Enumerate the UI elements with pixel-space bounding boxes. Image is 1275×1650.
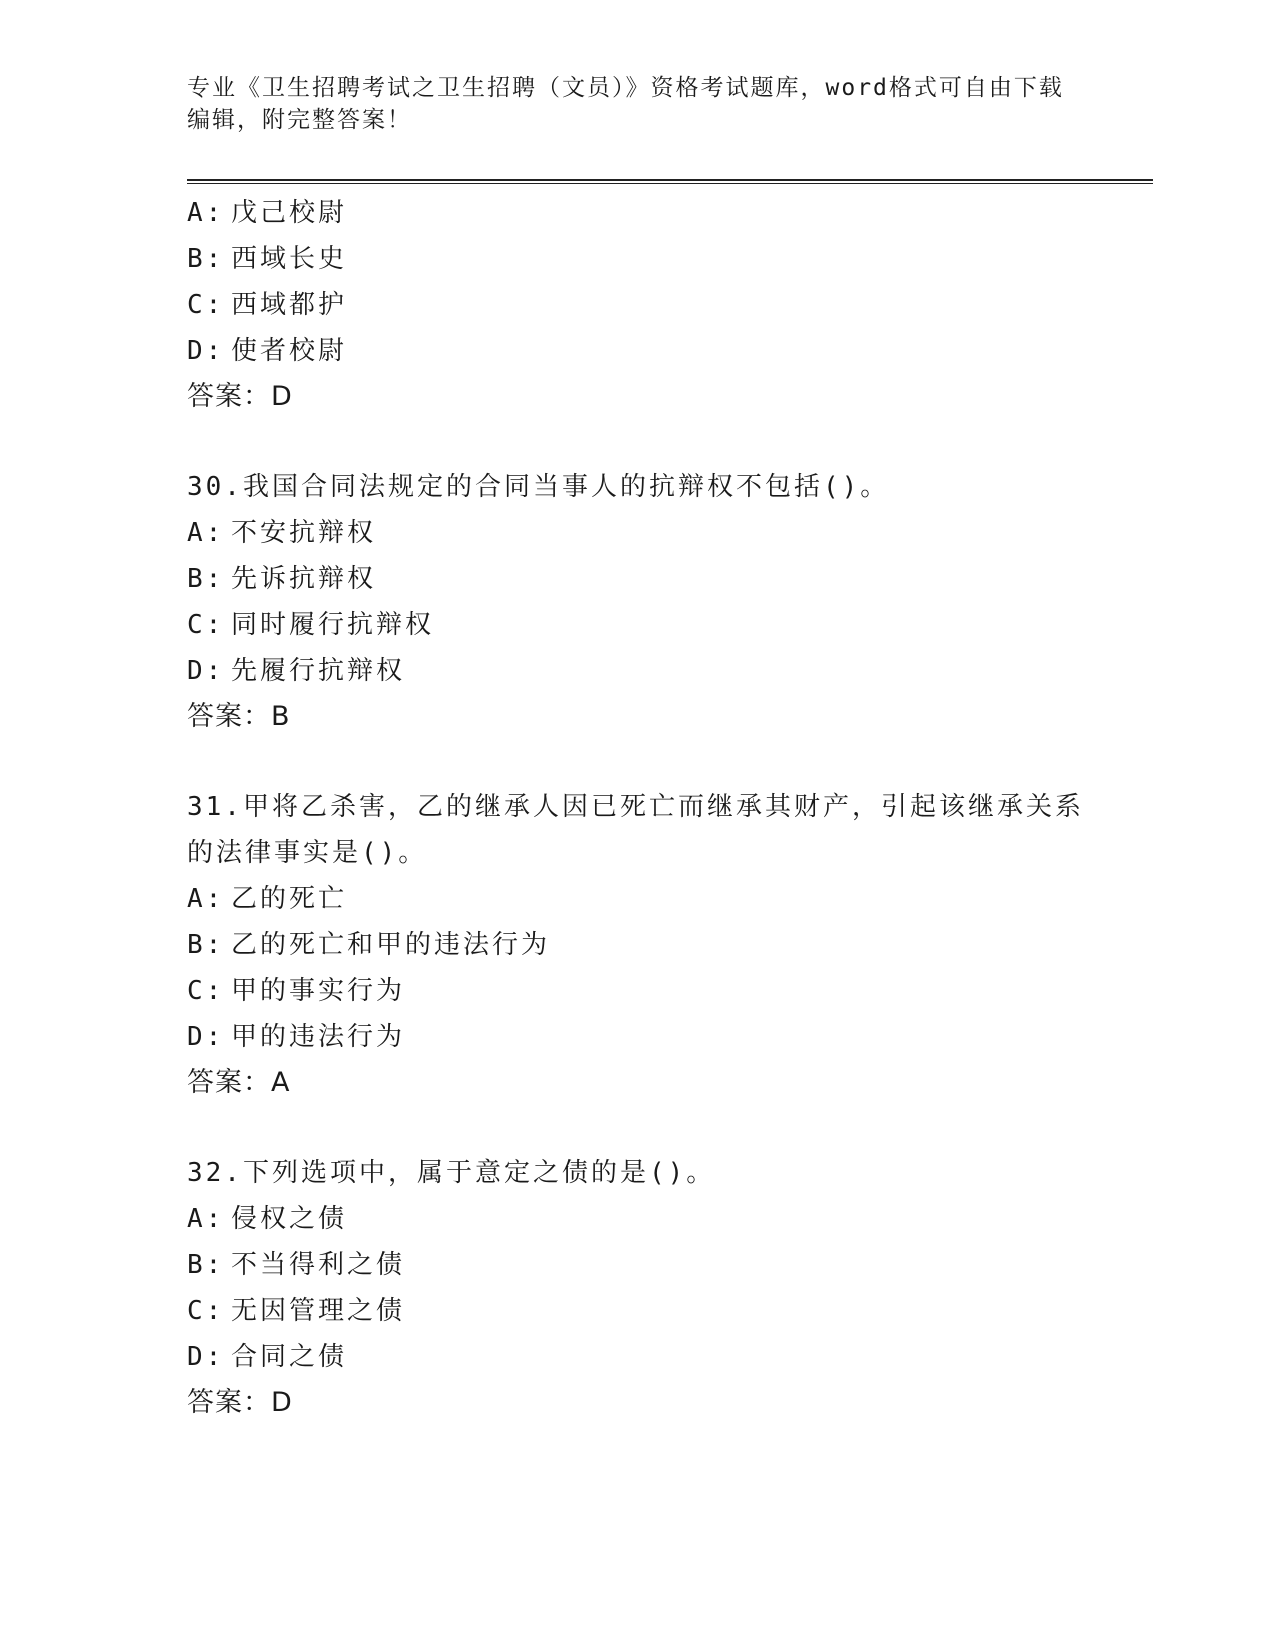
question-text: 32.下列选项中，属于意定之债的是()。 — [187, 1158, 716, 1188]
question-list — [187, 190, 1087, 1426]
option-a: A: 乙的死亡 — [187, 884, 348, 914]
option-c: C: 无因管理之债 — [187, 1296, 406, 1326]
header-divider — [187, 179, 1153, 184]
document-header: 专业《卫生招聘考试之卫生招聘（文员）》资格考试题库，word格式可自由下载编辑，附完整答案！ — [187, 75, 1064, 133]
question-block — [187, 190, 1087, 420]
option-b: B: 乙的死亡和甲的违法行为 — [187, 930, 551, 960]
option-d: D: 合同之债 — [187, 1342, 348, 1372]
question-text: 31.甲将乙杀害，乙的继承人因已死亡而继承其财产，引起该继承关系的法律事实是()。 — [187, 792, 1084, 868]
question-block — [187, 784, 1087, 1106]
option-d: D: 使者校尉 — [187, 336, 348, 366]
option-b: B: 不当得利之债 — [187, 1250, 406, 1280]
option-b: B: 西域长史 — [187, 244, 348, 274]
option-d: D: 先履行抗辩权 — [187, 656, 406, 686]
question-block — [187, 464, 1087, 740]
option-c: C: 西域都护 — [187, 290, 348, 320]
option-a: A: 侵权之债 — [187, 1204, 348, 1234]
block-spacer — [187, 740, 1087, 784]
answer-line: 答案：D — [187, 381, 293, 412]
answer-line: 答案：A — [187, 1067, 291, 1098]
answer-line: 答案：B — [187, 701, 291, 732]
option-a: A: 戊己校尉 — [187, 198, 348, 228]
option-c: C: 同时履行抗辩权 — [187, 610, 435, 640]
question-block — [187, 1150, 1087, 1426]
option-d: D: 甲的违法行为 — [187, 1022, 406, 1052]
option-b: B: 先诉抗辩权 — [187, 564, 377, 594]
block-spacer — [187, 1106, 1087, 1150]
question-text: 30.我国合同法规定的合同当事人的抗辩权不包括()。 — [187, 472, 890, 502]
block-spacer — [187, 420, 1087, 464]
option-a: A: 不安抗辩权 — [187, 518, 377, 548]
option-c: C: 甲的事实行为 — [187, 976, 406, 1006]
answer-line: 答案：D — [187, 1387, 293, 1418]
